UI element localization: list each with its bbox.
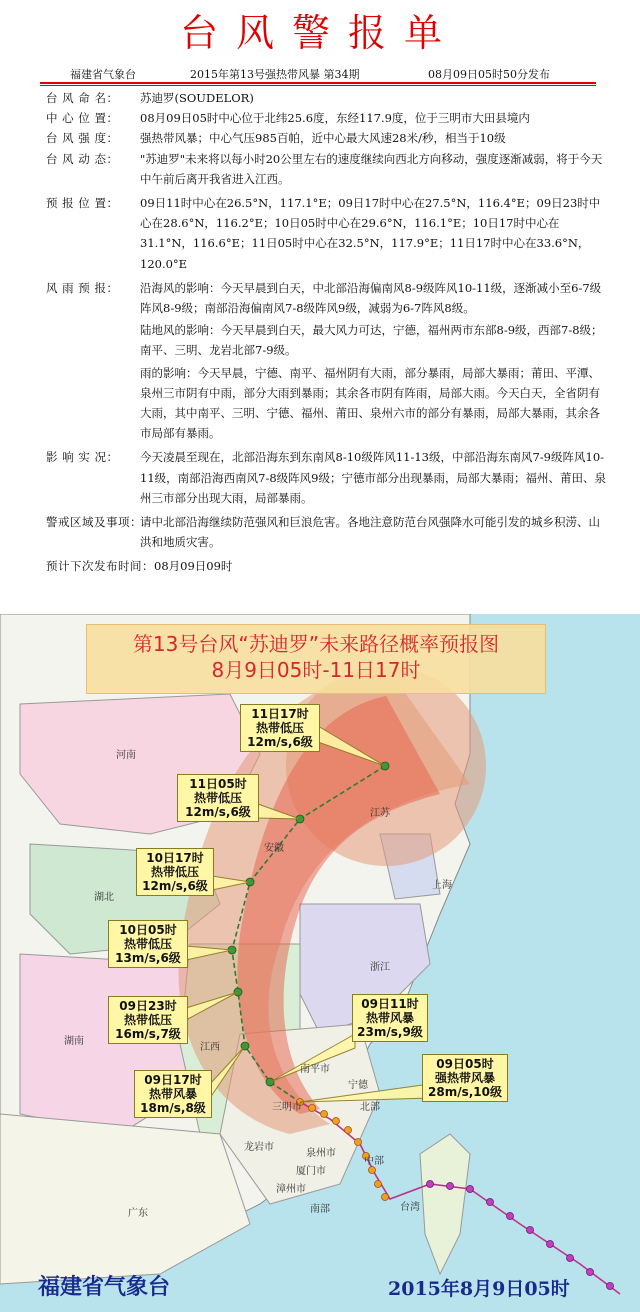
row-next: 预计下次发布时间： 08月09日09时 xyxy=(46,559,233,574)
label-sanming: 三明市 xyxy=(272,1102,302,1113)
issuer-label: 福建省气象台 xyxy=(70,68,136,81)
label-ningde: 宁德 xyxy=(348,1080,368,1091)
callout-09d11h: 09日11时 热带风暴 23m/s,9级 xyxy=(352,994,428,1042)
row-impact: 影 响 实 况： 今天凌晨至现在，北部沿海东到东南风8-10级阵风11-13级，中部沿海东南风7-9级阵风10-11级，南部沿海西南风7-8级阵风9级；宁德市部分出现暴雨，局部大暴雨；福州、莆田、泉州三市部分出现大雨，局部暴雨。 xyxy=(46,450,606,505)
label-shanghai: 上海 xyxy=(432,880,452,891)
label-south-coast: 南部 xyxy=(310,1204,330,1215)
row-intensity: 台 风 强 度： 强热带风暴；中心气压985百帕，近中心最大风速28米/秒，相当于10级 xyxy=(46,131,506,146)
label-central-coast: 中部 xyxy=(364,1156,384,1167)
label-hubei: 湖北 xyxy=(94,892,114,903)
callout-09d17h: 09日17时 热带风暴 18m/s,8级 xyxy=(134,1070,212,1118)
warning-report xyxy=(46,88,606,577)
row-windrain: 风 雨 预 报： 沿海风的影响：今天早晨到白天，中北部沿海偏南风8-9级阵风10-11级，逐渐减小至6-7级阵风8-9级；南部沿海偏南风7-8级阵风9级，减弱为6-7阵风8级。 陆地风的影响：今天早晨到白天，最大风力可达，宁德，福州两市东部8-9级，西部7-8级；南平、三明、龙岩北部7-9级。 雨的影响：今天早晨，宁德、南平、福州阴有大雨，部分暴雨，局部大暴雨；莆田、平潭、泉州三市阴有中雨，部分大雨到暴雨；其余各市阴有阵雨，局部大雨。今天白天，全省阴有大雨，其中南平、三明、宁德、福州、莆田、泉州六市的部分有暴雨，局部大暴雨，其余各市局部有暴雨。 xyxy=(46,278,606,444)
callout-09d05h: 09日05时 强热带风暴 28m/s,10级 xyxy=(422,1054,508,1102)
typhoon-track-map xyxy=(0,614,640,1312)
label-zhejiang: 浙江 xyxy=(370,962,390,973)
page-title: 台风警报单 xyxy=(179,11,460,55)
row-center: 中 心 位 置： 08月09日05时中心位于北纬25.6度，东经117.9度，位于三明市大田县境内 xyxy=(46,111,530,126)
label-nanping: 南平市 xyxy=(300,1064,330,1075)
windrain-land: 陆地风的影响：今天早晨到白天，最大风力可达，宁德，福州两市东部8-9级，西部7-8级；南平、三明、龙岩北部7-9级。 xyxy=(140,323,603,358)
callout-11d05h: 11日05时 热带低压 12m/s,6级 xyxy=(177,774,259,822)
header-rule-thin xyxy=(40,85,596,86)
callout-10d05h: 10日05时 热带低压 13m/s,6级 xyxy=(108,920,188,968)
issue-time: 08月09日05时50分发布 xyxy=(428,68,550,81)
callout-11d17h: 11日17时 热带低压 12m/s,6级 xyxy=(240,704,320,752)
label-zhangzhou: 漳州市 xyxy=(276,1184,306,1195)
row-motion: 台 风 动 态： "苏迪罗"未来将以每小时20公里左右的速度继续向西北方向移动，强度逐渐减弱，将于今天中午前后离开我省进入江西。 xyxy=(46,151,603,186)
row-forecast: 预 报 位 置： 09日11时中心在26.5°N，117.1°E；09日17时中心在27.5°N，116.4°E；09日23时中心在28.6°N，116.2°E；10日05时中心在29.6°N，116.1°E；10日17时中心在31.1°N，116.6°E；11日05时中心在32.5°N，117.9°E；11日17时中心在33.6°N，120.0°E xyxy=(46,196,601,271)
map-footer-time: 2015年8月9日05时 xyxy=(388,1278,570,1300)
row-warning: 警戒区域及事项： 请中北部沿海继续防范强风和巨浪危害。各地注意防范台风强降水可能引发的城乡积涝、山洪和地质灾害。 xyxy=(46,515,600,550)
label-quanzhou: 泉州市 xyxy=(306,1148,336,1159)
label-taiwan: 台湾 xyxy=(400,1202,420,1213)
windrain-rain: 雨的影响：今天早晨，宁德、南平、福州阴有大雨，部分暴雨，局部大暴雨；莆田、平潭、泉州三市阴有中雨，部分大雨到暴雨；其余各市阴有阵雨，局部大雨。今天白天，全省阴有大雨，其中南平、三明、宁德、福州、莆田、泉州六市的部分有暴雨，局部大暴雨，其余各市局部有暴雨。 xyxy=(140,365,600,441)
header-rule xyxy=(40,82,596,84)
label-longyan: 龙岩市 xyxy=(244,1142,274,1153)
callout-10d17h: 10日17时 热带低压 12m/s,6级 xyxy=(136,848,214,896)
label-anhui: 安徽 xyxy=(264,843,284,854)
label-jiangxi: 江西 xyxy=(200,1042,220,1053)
label-north-coast: 北部 xyxy=(360,1102,380,1113)
windrain-sea: 沿海风的影响：今天早晨到白天，中北部沿海偏南风8-9级阵风10-11级，逐渐减小至6-7级阵风8-9级；南部沿海偏南风7-8级阵风9级，减弱为6-7阵风8级。 xyxy=(140,280,602,316)
label-henan: 河南 xyxy=(116,750,136,761)
map-title: 第13号台风“苏迪罗”未来路径概率预报图 8月9日05时-11日17时 xyxy=(86,624,546,694)
issue-info: 2015年第13号强热带风暴 第34期 xyxy=(190,68,360,81)
map-footer-issuer: 福建省气象台 xyxy=(38,1274,171,1300)
row-name: 台 风 命 名： 苏迪罗(SOUDELOR) xyxy=(46,91,254,105)
label-xiamen: 厦门市 xyxy=(296,1166,326,1177)
label-hunan: 湖南 xyxy=(64,1036,84,1047)
label-guangdong: 广东 xyxy=(128,1208,148,1219)
callout-09d23h: 09日23时 热带低压 16m/s,7级 xyxy=(108,996,188,1044)
label-jiangsu: 江苏 xyxy=(370,808,390,819)
